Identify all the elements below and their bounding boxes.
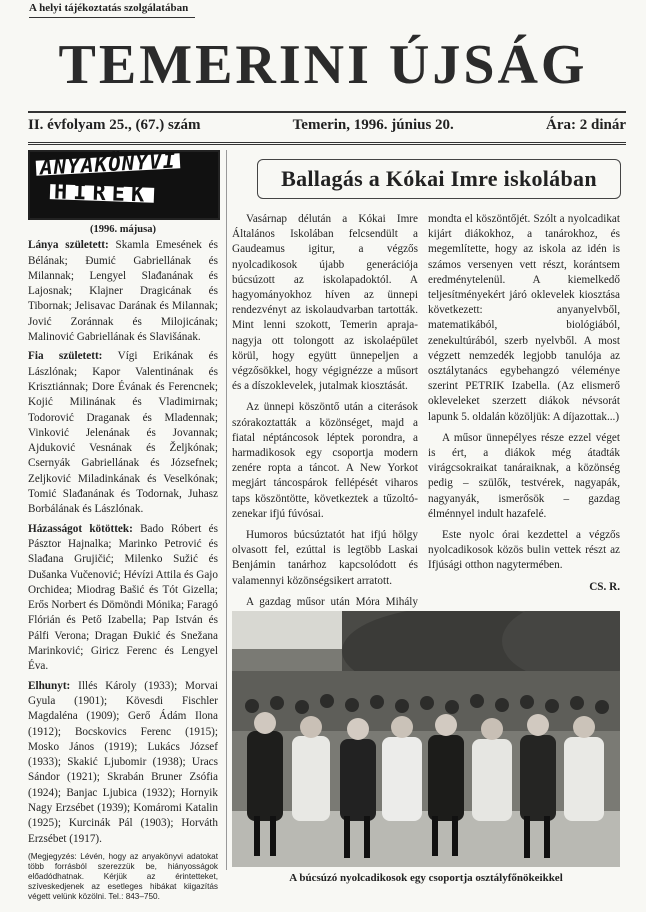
article-signature: CS. R.: [589, 580, 620, 593]
article-column-a: [232, 212, 418, 631]
section-heading: Házasságot kötöttek:: [28, 522, 133, 535]
article-paragraph: Humoros búcsúztatót hat ifjú hölgy olvasott fel, ezúttal is legtöbb Laskai Benjámin tanárhoz kapcsolódott és valamennyi közönségsikert arratott.: [232, 529, 418, 587]
masthead-title: TEMERINI ÚJSÁG: [58, 34, 588, 96]
section-text: Illés Károly (1933); Morvai Gyula (1901); Kövesdi Fischler Magdaléna (1909); Gerő Ádám Ilona (1912); Bocskovics Ferenc (1915); Mosko János (1919); Lukács József (1933); Skakić Ljubomir (1938); Uracs Sándor (1921); Skrabán Bruner Zsófia (1924); Banjac Ljubica (1932); Hornyik Nagy Erzsébet (1939); Komáromi Katalin (1925); Kurcinák Pál (1903); Horváth Erzsébet (1917).: [28, 679, 218, 845]
article-paragraph: A gazdag műsor után Móra Mihály: [246, 595, 418, 608]
registry-note: (Megjegyzés: Lévén, hogy az anyakönyvi adatokat több forrásból szerezzük be, hiányosságok előadódhatnak. Kérjük az érintetteket, szíveskedjenek az esetleges hibákat kiigazítás végett velünk közölni. Tel.: 843–750.: [28, 851, 218, 901]
graduation-photo-drawing: [232, 611, 620, 867]
issue-price: Ára: 2 dinár: [546, 117, 626, 133]
registry-section-deaths: [28, 679, 218, 847]
section-heading: Lánya született:: [28, 239, 109, 252]
article-paragraph: Az ünnepi köszöntő után a citerások szórakoztatták a közönséget, majd a fiatal néptáncosok léptek porondra, a harmadikosok egy csoportja modern zenére ropta a táncot. A New Yorkot megjárt táncospárok fellépését viharos taps köszöntötte, következtek a tűzoltó-zenekar ifjú fúvósai.: [232, 401, 418, 520]
section-text: Bado Róbert és Pásztor Hajnalka; Marinko Petrović és Slađana Grujičić; Milenko Sužić és Dušanka Vučenović; Hévízi Attila és Gajo Orchidea; Miodrag Bašić és Tót Gizella; Erős Norbert és Dömöndi Mónika; Faragó Flórián és Pető Izabella; Pap István és Pálfi Verona; Dragan Đukić és Snežana Marinković; Giricz Ferenc és Lengyel Éva.: [28, 522, 218, 673]
registry-stamp-logo: [28, 150, 220, 220]
tagline: A helyi tájékoztatás szolgálatában: [29, 2, 189, 14]
section-heading: Fia született:: [28, 350, 103, 363]
section-text: Vígi Erikának és Lászlónak; Kapor Valentinának és Krisztiánnak; Dore Évának és Ferencnek; Kojić Milinának és Vladimirnak; Todorović Draganak és Mladennak; Vinković Jelenának és Jovannak; Ajduković Vesnának és Željkónak; Csernyák Gabriellának és Józsefnek; Zeljković Miladinkának és Veselkónak; Tomić Slađanának és Todornak, Juhasz Borbálának és Lászlónak.: [28, 350, 218, 516]
tagline-rule: [29, 17, 195, 18]
stamp-line-2: HÍREK: [50, 184, 155, 203]
registry-section-marriages: [28, 522, 218, 675]
registry-column: [28, 150, 218, 902]
registry-section-daughters: [28, 238, 218, 345]
column-divider: [226, 150, 227, 870]
graduation-photo: [232, 611, 620, 867]
article-paragraph: Este nyolc órai kezdettel a végzős nyolcadikosok közös bulin vettek részt az Ifjúsági otthon nagytermében.: [428, 529, 620, 572]
article-paragraph: A műsor ünnepélyes része ezzel véget is ért, a diákok még átadták virágcsokraikat tanáraiknak, a közönség pedig – szülők, testvérek, nagyapák, nagyanyák, ismerősök – gazdag élménnyel indult hazafelé.: [428, 431, 620, 520]
issue-info-line: [28, 117, 626, 137]
issue-place-date: Temerin, 1996. június 20.: [292, 117, 454, 133]
article-paragraph: mondta el köszöntőjét. Szólt a nyolcadikat kijárt diákokhoz, a tanárokhoz, és megemlítette, hogy az iskola az idén is számos versenyen vett részt, korántsem eredménytelenül. A kiemelkedő teljesítményekért járó oklevelek kiosztása következett: anyanyelvből, matematikából, biológiából, zenekultúrából, szerb nyelvből. A most végzett nemzedék legjobb tanulója az osztálytanács egybehangzó véleménye szerint PETRIK Izabella. (Az elismerő okleveleket szerzett diákok névsorát lapunk 5. oldalán közöljük: A díjazottak...): [428, 213, 620, 423]
photo-caption: A búcsúzó nyolcadikosok egy csoportja osztályfőnökeikkel: [289, 872, 563, 884]
section-heading: Elhunyt:: [28, 679, 71, 692]
article-column-b: [428, 212, 620, 595]
masthead-rule: [28, 111, 626, 113]
stamp-line-1: ANYAKÖNYVI: [36, 153, 181, 176]
article-title: Ballagás a Kókai Imre iskolában: [257, 159, 621, 199]
registry-section-sons: [28, 349, 218, 517]
registry-date: (1996. májusa): [90, 224, 156, 235]
info-rule: [28, 142, 626, 147]
section-text: Skamla Emesének és Bélának; Đumić Gabriellának és Milannak; Lengyel Slađanának és Lajosnak; Klajner Dragicának és Tibornak; Jelisavac Darának és Milannak; Jović Zoránnak és Milojicának; Malinović Gabriellának és Slavišának.: [28, 239, 218, 344]
issue-volume: II. évfolyam 25., (67.) szám: [28, 117, 201, 133]
article-paragraph: Vasárnap délután a Kókai Imre Általános Iskolában felcsendült a Gaudeamus igitur, a végzős nyolcadikosok újabb generációja búcsúzott az iskolapadoktól. A hagyományokhoz híven az ünnepi rendezvényt az iskolaudvarban tartották. Mint lenni szokott, Temerin apraja-nagyja ott tolongott az iskolaépület körül, hogy együtt ünnepeljen a végzősökkel, hogy végignézze a műsort és a díszoklevelek, jutalmak kiosztását.: [232, 213, 418, 393]
